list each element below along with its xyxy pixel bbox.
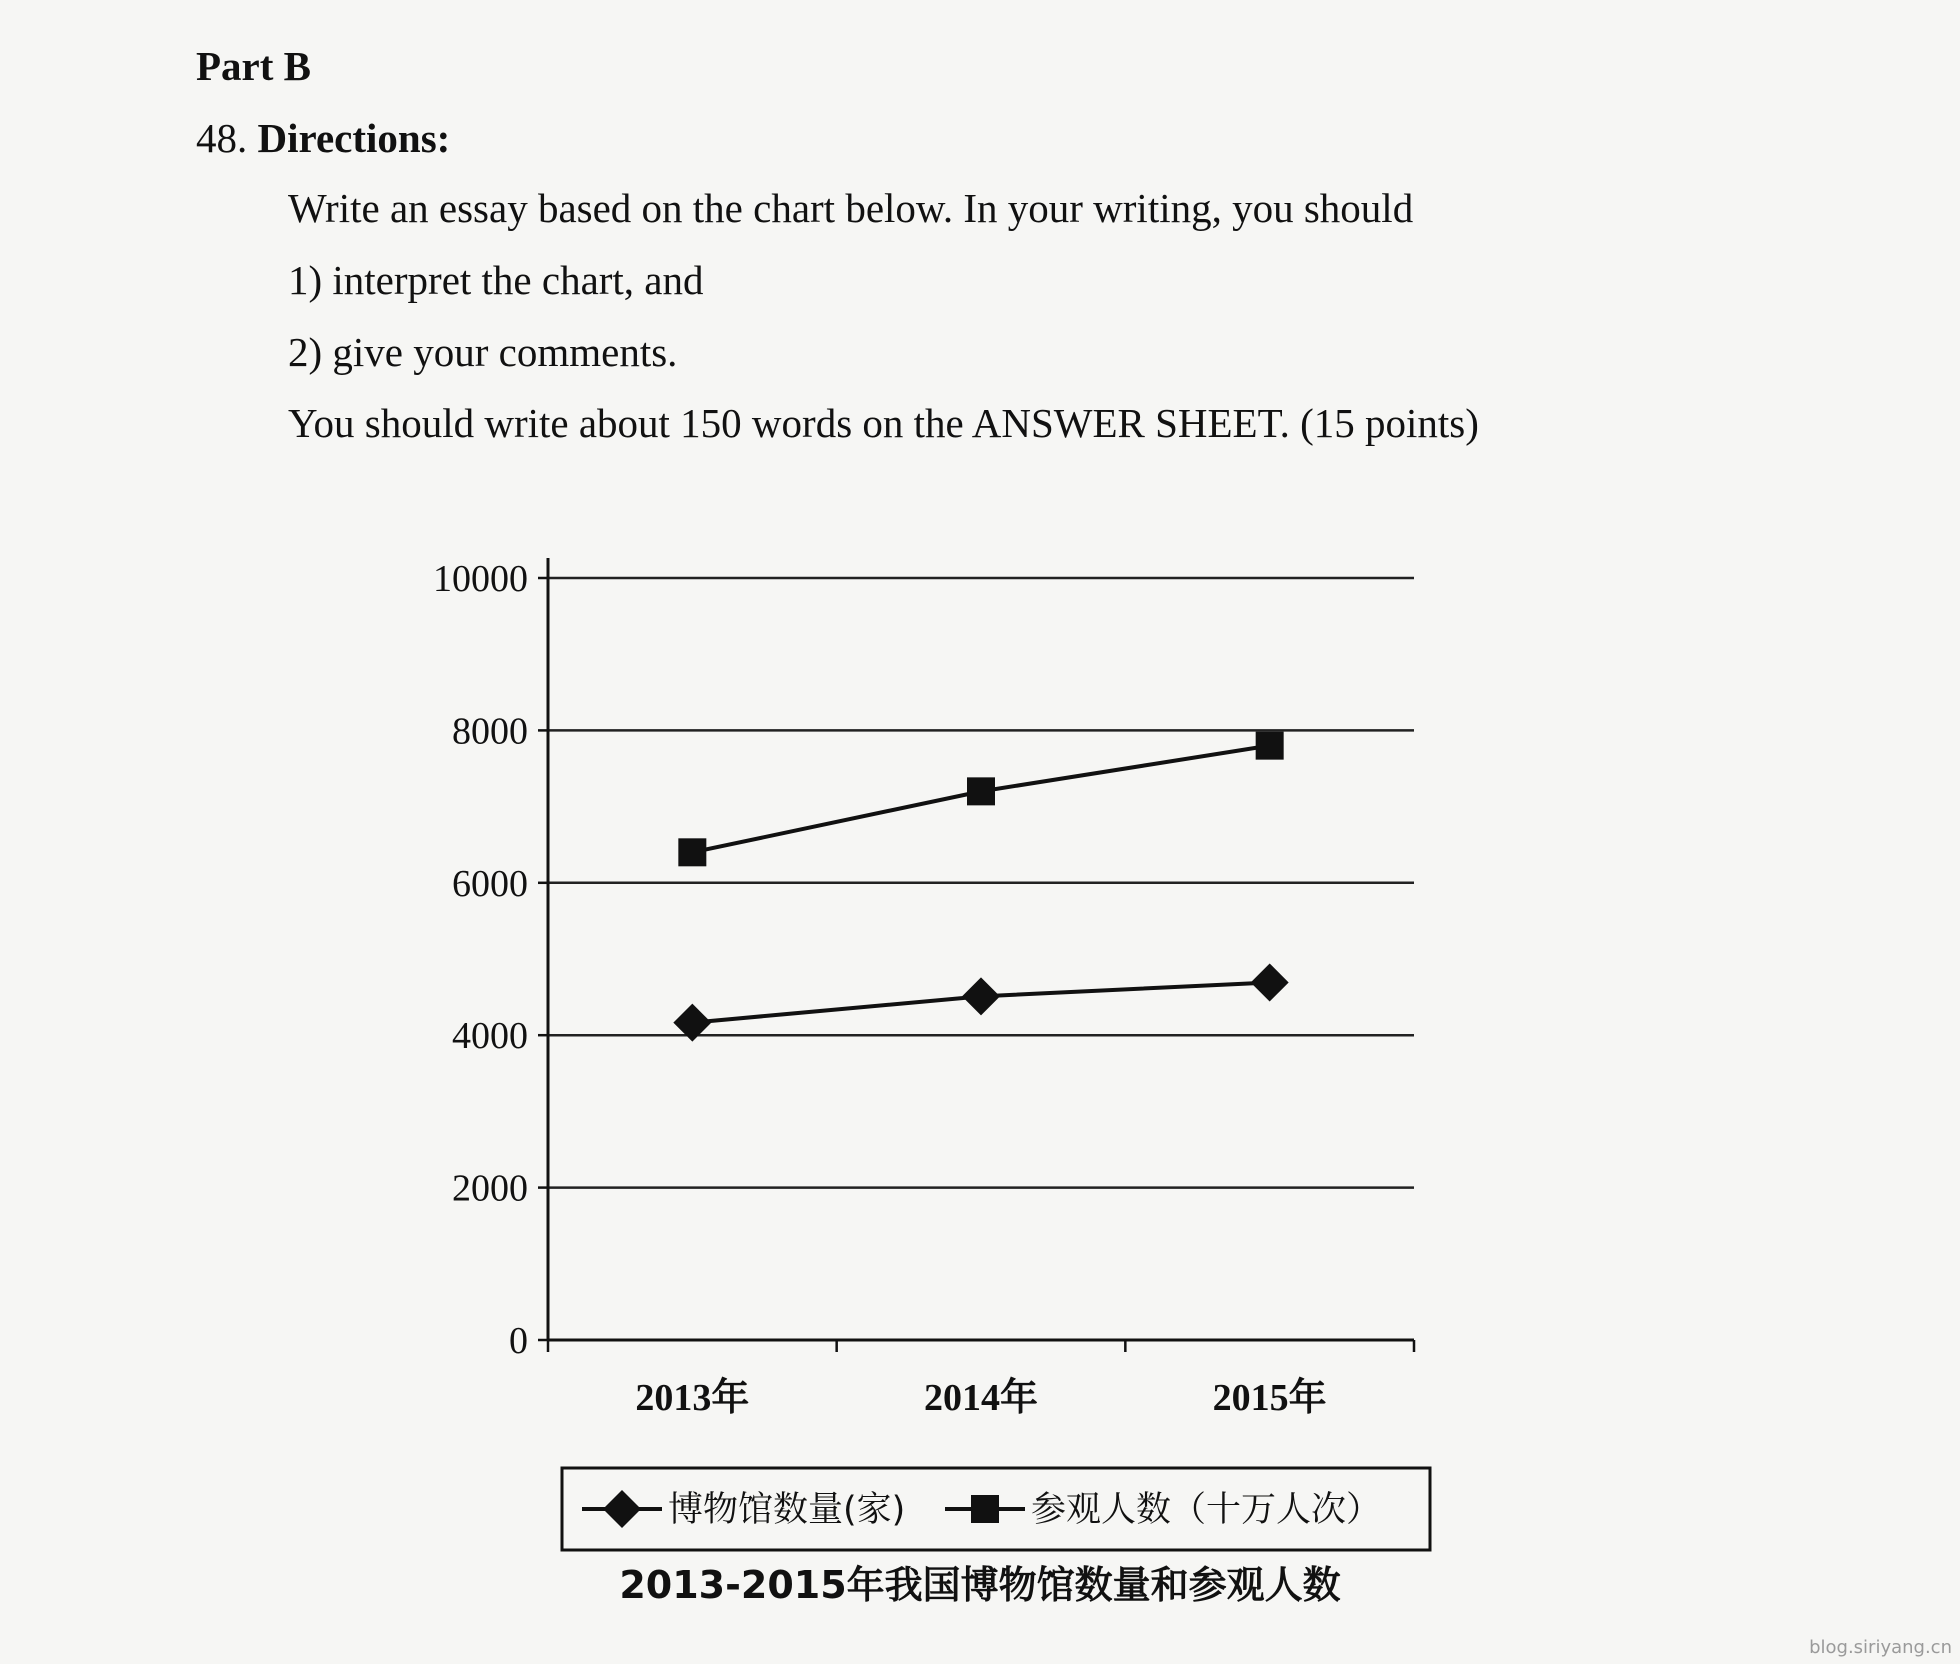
y-tick-label: 2000: [452, 1167, 528, 1210]
x-tick-label: 2013年: [635, 1377, 750, 1419]
question-number: 48.: [196, 115, 248, 161]
chart-title: 2013-2015年我国博物馆数量和参观人数: [619, 1563, 1341, 1607]
direction-line-1: Write an essay based on the chart below. In your writing, you should: [288, 185, 1414, 231]
data-point-diamond: [962, 977, 1000, 1015]
x-tick-label: 2014年: [923, 1377, 1039, 1419]
legend-label: 参观人数（十万人次）: [1031, 1490, 1382, 1530]
y-tick-label: 4000: [452, 1015, 528, 1058]
series-group: [673, 732, 1288, 1042]
direction-line-4: You should write about 150 words on the ANSWER SHEET. (15 points): [288, 400, 1479, 446]
y-tick-labels: [433, 558, 548, 1362]
legend-marker-square: [971, 1495, 999, 1523]
legend-marker-diamond: [603, 1490, 641, 1528]
y-tick-label: 6000: [452, 862, 528, 905]
y-tick-label: 10000: [433, 558, 528, 600]
legend-label: 博物馆数量(家): [668, 1490, 906, 1530]
x-tick-label: 2015年: [1212, 1377, 1327, 1419]
data-point-diamond: [1251, 963, 1289, 1001]
x-tick-labels: [548, 1340, 1414, 1419]
data-point-square: [678, 838, 706, 866]
data-point-square: [967, 777, 995, 805]
grid-lines: [548, 578, 1414, 1188]
legend: [562, 1468, 1430, 1550]
y-tick-label: 8000: [452, 710, 528, 753]
part-title: Part B: [196, 43, 311, 89]
y-tick-label: 0: [509, 1320, 528, 1362]
direction-line-2: 1) interpret the chart, and: [288, 257, 704, 303]
data-point-square: [1256, 732, 1284, 760]
directions-label: Directions:: [257, 115, 451, 161]
direction-line-3: 2) give your comments.: [288, 329, 678, 375]
watermark: blog.siriyang.cn: [1809, 1637, 1952, 1658]
